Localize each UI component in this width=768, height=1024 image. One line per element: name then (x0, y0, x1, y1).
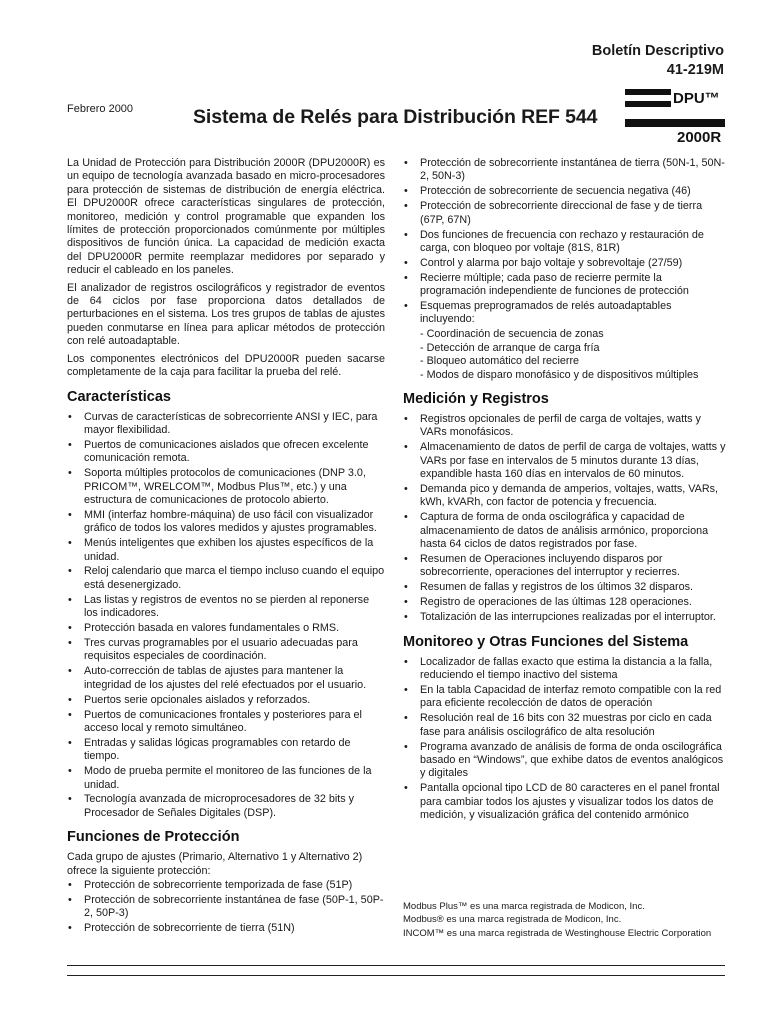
list-item: • Registros opcionales de perfil de carga de voltajes, watts y VARs monofásicos. (403, 413, 726, 440)
list-item: • Protección de sobrecorriente de secuencia negativa (46) (403, 185, 726, 198)
logo-dpu-text: DPU™ (673, 90, 720, 107)
sub-item: - Modos de disparo monofásico y de dispositivos múltiples (420, 368, 699, 381)
dpu-logo (625, 88, 725, 148)
heading-funciones-proteccion: Funciones de Protección (67, 829, 240, 846)
list-item: • Entradas y salidas lógicas programables con retardo de tiempo. (67, 737, 385, 764)
list-item: • Puertos de comunicaciones aislados que ofrecen excelente comunicación remota. (67, 439, 385, 466)
list-item: • Protección de sobrecorriente instantánea de tierra (50N-1, 50N-2, 50N-3) (403, 157, 726, 184)
sub-item: - Detección de arranque de carga fría (420, 341, 600, 354)
list-item: • Puertos de comunicaciones frontales y posteriores para el acceso local y remoto simultáneo. (67, 709, 385, 736)
bulletin-label: Boletín Descriptivo (591, 43, 724, 59)
list-item: • Tecnología avanzada de microprocesadores de 32 bits y Procesador de Señales Digitales (DSP). (67, 793, 385, 820)
logo-2000r-text: 2000R (677, 129, 722, 146)
intro-paragraph: Los componentes electrónicos del DPU2000R pueden sacarse completamente de la caja para facilitar la prueba del relé. (67, 352, 385, 379)
logo-bar-mid (625, 101, 671, 107)
list-item: • Protección de sobrecorriente instantánea de fase (50P-1, 50P-2, 50P-3) (67, 894, 385, 921)
list-item: • Auto-corrección de tablas de ajustes para mantener la integridad de los ajustes del relé efectuados por el usuario. (67, 665, 385, 692)
trademark-note: Modbus Plus™ es una marca registrada de Modicon, Inc. (403, 901, 645, 912)
right-column (403, 157, 726, 824)
list-item: • En la tabla Capacidad de interfaz remoto compatible con la red para eficiente recolección de datos de operación (403, 684, 726, 711)
list-item: • Soporta múltiples protocolos de comunicaciones (DNP 3.0, PRICOM™, WRELCOM™, Modbus Plus™, etc.) y una estructura de comunicaciones de protocolo abierto. (67, 467, 385, 507)
trademark-note: Modbus® es una marca registrada de Modicon, Inc. (403, 914, 622, 926)
footer-rule (67, 965, 725, 966)
logo-bar-top (625, 89, 671, 95)
list-item: • Resolución real de 16 bits con 32 muestras por ciclo en cada fase para análisis oscilográfico de alta resolución (403, 712, 726, 739)
list-item: • Registro de operaciones de las últimas 128 operaciones. (403, 596, 726, 609)
list-item: • Protección basada en valores fundamentales o RMS. (67, 622, 385, 635)
list-item: • Modo de prueba permite el monitoreo de las funciones de la unidad. (67, 765, 385, 792)
list-item: • Almacenamiento de datos de perfil de carga de voltajes, watts y VARs por fase en intervalos de 5 minutos durante 13 días, expandible hasta 160 días en intervalos de 60 minutos. (403, 441, 726, 481)
list-item: • Reloj calendario que marca el tiempo incluso cuando el equipo está desenergizado. (67, 565, 385, 592)
list-item: • Recierre múltiple; cada paso de recierre permite la programación independiente de funciones de protección (403, 272, 726, 299)
features-list (67, 411, 385, 821)
list-item: • Dos funciones de frecuencia con rechazo y restauración de carga, con bloqueo por voltaje (81S, 81R) (403, 229, 726, 256)
list-item: • Protección de sobrecorriente de tierra (51N) (67, 922, 385, 935)
list-item: • MMI (interfaz hombre-máquina) de uso fácil con visualizador gráfico de todos los valores medidos y ajustes programables. (67, 509, 385, 536)
left-column (67, 157, 385, 937)
list-item: • Tres curvas programables por el usuario adecuadas para requisitos especiales de coordinación. (67, 637, 385, 664)
document-date: Febrero 2000 (67, 103, 134, 115)
funciones-intro: Cada grupo de ajustes (Primario, Alternativo 1 y Alternativo 2) ofrece la siguiente protección: (67, 851, 363, 877)
list-item: • Esquemas preprogramados de relés autoadaptables incluyendo: (403, 300, 726, 327)
footer-rule (67, 975, 725, 976)
bulletin-number: 41-219M (666, 62, 724, 78)
metering-list (403, 413, 726, 625)
monitoring-list (403, 656, 726, 823)
list-item: • Protección de sobrecorriente direccional de fase y de tierra (67P, 67N) (403, 200, 726, 227)
list-item: • Captura de forma de onda oscilográfica y capacidad de almacenamiento de datos de análisis armónico, proporciona hasta 64 ciclos de datos registrados por fase. (403, 511, 726, 551)
list-item: • Totalización de las interrupciones realizadas por el interruptor. (403, 611, 726, 624)
sub-item: - Coordinación de secuencia de zonas (420, 328, 604, 341)
intro-paragraph: La Unidad de Protección para Distribución 2000R (DPU2000R) es un equipo de tecnología avanzada basado en micro-procesadores para protección de sistemas de distribución de energía eléctrica. El DPU2000R ofrece características singulares de protección, monitoreo, medición y control programable que expanden los límites de protección proporcionados comúnmente por múltiples dispositivos de función única. La capacidad de medición exacta del DPU2000R permite reemplazar medidores por separado y reducir el cableado en los paneles. (67, 157, 385, 277)
list-item: • Menús inteligentes que exhiben los ajustes específicos de la unidad. (67, 537, 385, 564)
list-item: • Protección de sobrecorriente temporizada de fase (51P) (67, 879, 385, 892)
list-item: • Las listas y registros de eventos no se pierden al reponerse los indicadores. (67, 594, 385, 621)
list-item: • Demanda pico y demanda de amperios, voltajes, watts, VARs, kWh, kVARh, con factor de potencia y frecuencia. (403, 483, 726, 510)
document-title: Sistema de Relés para Distribución REF 544 (193, 106, 598, 128)
list-item: • Resumen de fallas y registros de los últimos 32 disparos. (403, 581, 726, 594)
list-item: • Curvas de características de sobrecorriente ANSI y IEC, para mayor flexibilidad. (67, 411, 385, 438)
trademark-notes (403, 900, 733, 940)
list-item: • Control y alarma por bajo voltaje y sobrevoltaje (27/59) (403, 257, 726, 270)
logo-bar-bottom (625, 119, 725, 127)
protection-list-left (67, 879, 385, 936)
sub-list (403, 328, 726, 382)
sub-item: - Bloqueo automático del recierre (420, 355, 580, 368)
list-item: • Programa avanzado de análisis de forma de onda oscilográfica basado en “Windows”, que exhibe datos de eventos analógicos y digitales (403, 741, 726, 781)
bulletin-header (592, 42, 724, 80)
list-item: • Puertos serie opcionales aislados y reforzados. (67, 694, 385, 707)
trademark-note: INCOM™ es una marca registrada de Westinghouse Electric Corporation (403, 927, 712, 939)
list-item: • Resumen de Operaciones incluyendo disparos por sobrecorriente, operaciones del interruptor y recierres. (403, 553, 726, 580)
heading-monitoreo: Monitoreo y Otras Funciones del Sistema (403, 633, 689, 650)
protection-list-right (403, 157, 726, 327)
heading-medicion-registros: Medición y Registros (403, 391, 549, 407)
list-item: • Localizador de fallas exacto que estima la distancia a la falla, reduciendo el tiempo inactivo del sistema (403, 656, 726, 683)
heading-caracteristicas: Características (67, 388, 171, 405)
list-item: • Pantalla opcional tipo LCD de 80 caracteres en el panel frontal para cambiar todos los ajustes y visualizar todos los datos de medición, y visualización gráfica del contenido armónico (403, 782, 726, 822)
intro-paragraph: El analizador de registros oscilográficos y registrador de eventos de 64 ciclos por fase proporciona datos detallados de perturbaciones en el sistema. Los tres grupos de tablas de ajustes pueden conmutarse en línea para aplicar métodos de protección con relé autoadaptable. (67, 281, 385, 348)
